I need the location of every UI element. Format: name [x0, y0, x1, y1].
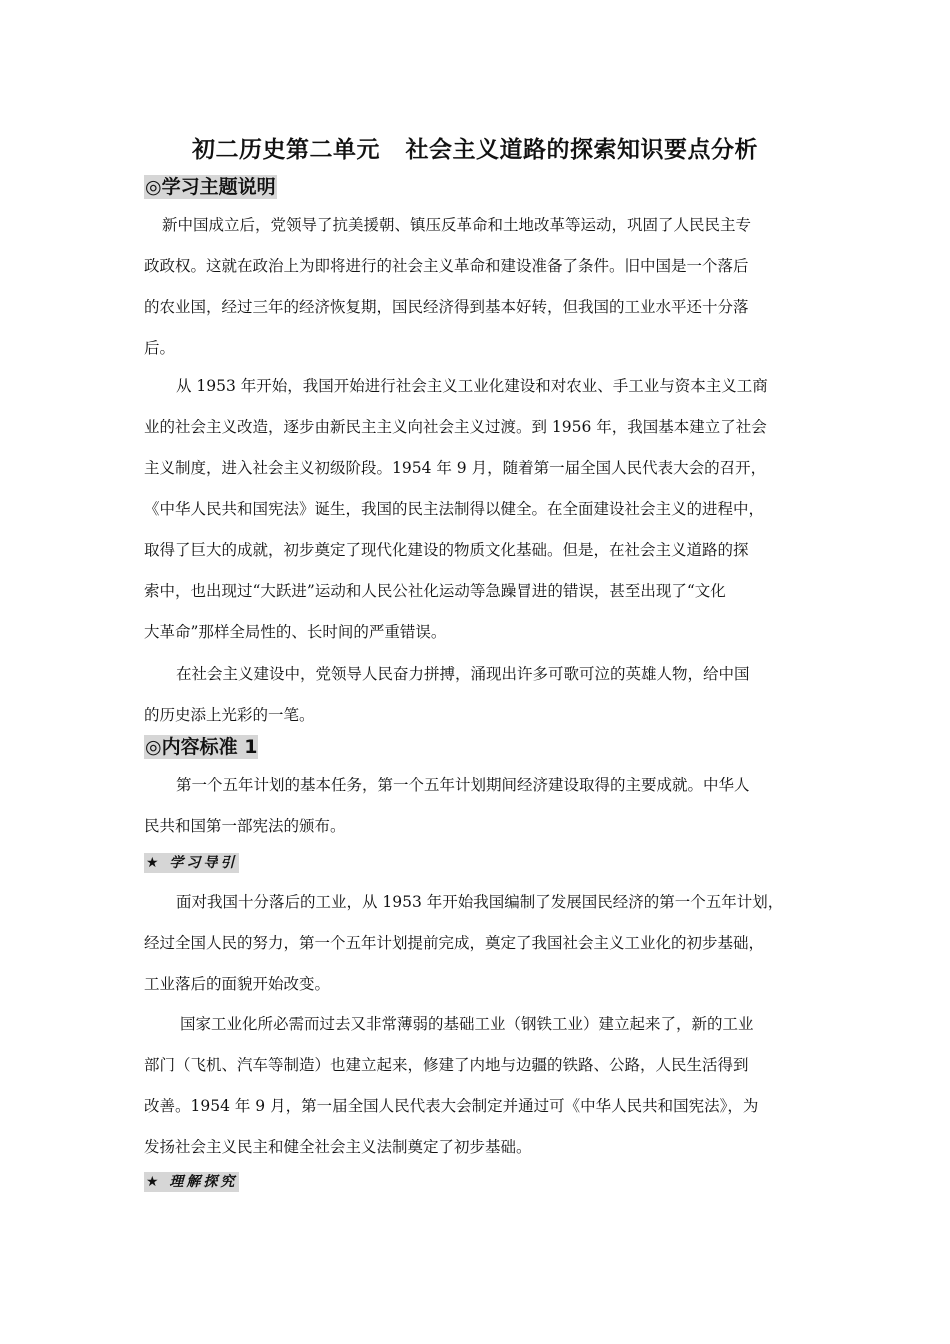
subheading-study-guide: ★ 学习导引 [146, 855, 238, 871]
text-line: 在社会主义建设中，党领导人民奋力拼搏，涌现出许多可歌可泣的英雄人物，给中国 [176, 665, 750, 683]
text-line: 国家工业化所必需而过去又非常薄弱的基础工业（钢铁工业）建立起来了，新的工业 [180, 1015, 754, 1033]
text-line: 发扬社会主义民主和健全社会主义法制奠定了初步基础。 [144, 1138, 532, 1156]
text-line: 工业落后的面貌开始改变。 [144, 975, 331, 993]
text-line: 面对我国十分落后的工业，从 1953 年开始我国编制了发展国民经济的第一个五年计划， [176, 893, 784, 911]
text-line: 民共和国第一部宪法的颁布。 [144, 817, 346, 835]
text-line: 部门（飞机、汽车等制造）也建立起来，修建了内地与边疆的铁路、公路，人民生活得到 [144, 1056, 749, 1074]
paragraph-intro [144, 205, 814, 369]
paragraph-heroes [144, 654, 814, 736]
text-line: 的农业国，经过三年的经济恢复期，国民经济得到基本好转，但我国的工业水平还十分落 [144, 298, 749, 316]
section-heading-content-standard: ◎内容标准 1 [145, 736, 258, 758]
subheading-understanding-exploration: ★ 理解探究 [146, 1174, 238, 1190]
paragraph-1953 [144, 366, 814, 653]
paragraph-five-year-plan [144, 882, 814, 1005]
text-line: 从 1953 年开始，我国开始进行社会主义工业化建设和对农业、手工业与资本主义工商 [176, 377, 768, 395]
document-title: 初二历史第二单元 社会主义道路的探索知识要点分析 [191, 137, 759, 163]
text-line: 大革命”那样全局性的、长时间的严重错误。 [144, 623, 447, 641]
text-line: 第一个五年计划的基本任务，第一个五年计划期间经济建设取得的主要成就。中华人 [176, 776, 750, 794]
text-line: 《中华人民共和国宪法》诞生，我国的民主法制得以健全。在全面建设社会主义的进程中， [144, 500, 765, 518]
section-heading-study-theme: ◎学习主题说明 [145, 176, 276, 198]
text-line: 主义制度，进入社会主义初级阶段。1954 年 9 月，随着第一届全国人民代表大会的召开， [144, 459, 767, 477]
text-line: 新中国成立后，党领导了抗美援朝、镇压反革命和土地改革等运动，巩固了人民民主专 [162, 216, 752, 234]
text-line: 取得了巨大的成就，初步奠定了现代化建设的物质文化基础。但是，在社会主义道路的探 [144, 541, 749, 559]
paragraph-industrialization [144, 1004, 814, 1168]
text-line: 改善。1954 年 9 月，第一届全国人民代表大会制定并通过可《中华人民共和国宪法》，为 [144, 1097, 759, 1115]
text-line: 索中，也出现过“大跃进”运动和人民公社化运动等急躁冒进的错误，甚至出现了“文化 [144, 582, 726, 600]
text-line: 经过全国人民的努力，第一个五年计划提前完成，奠定了我国社会主义工业化的初步基础， [144, 934, 765, 952]
text-line: 业的社会主义改造，逐步由新民主主义向社会主义过渡。到 1956 年，我国基本建立了社会 [144, 418, 767, 436]
text-line: 政政权。这就在政治上为即将进行的社会主义革命和建设准备了条件。旧中国是一个落后 [144, 257, 749, 275]
text-line: 后。 [144, 339, 176, 357]
text-line: 的历史添上光彩的一笔。 [144, 706, 315, 724]
paragraph-content-standard [144, 765, 814, 847]
